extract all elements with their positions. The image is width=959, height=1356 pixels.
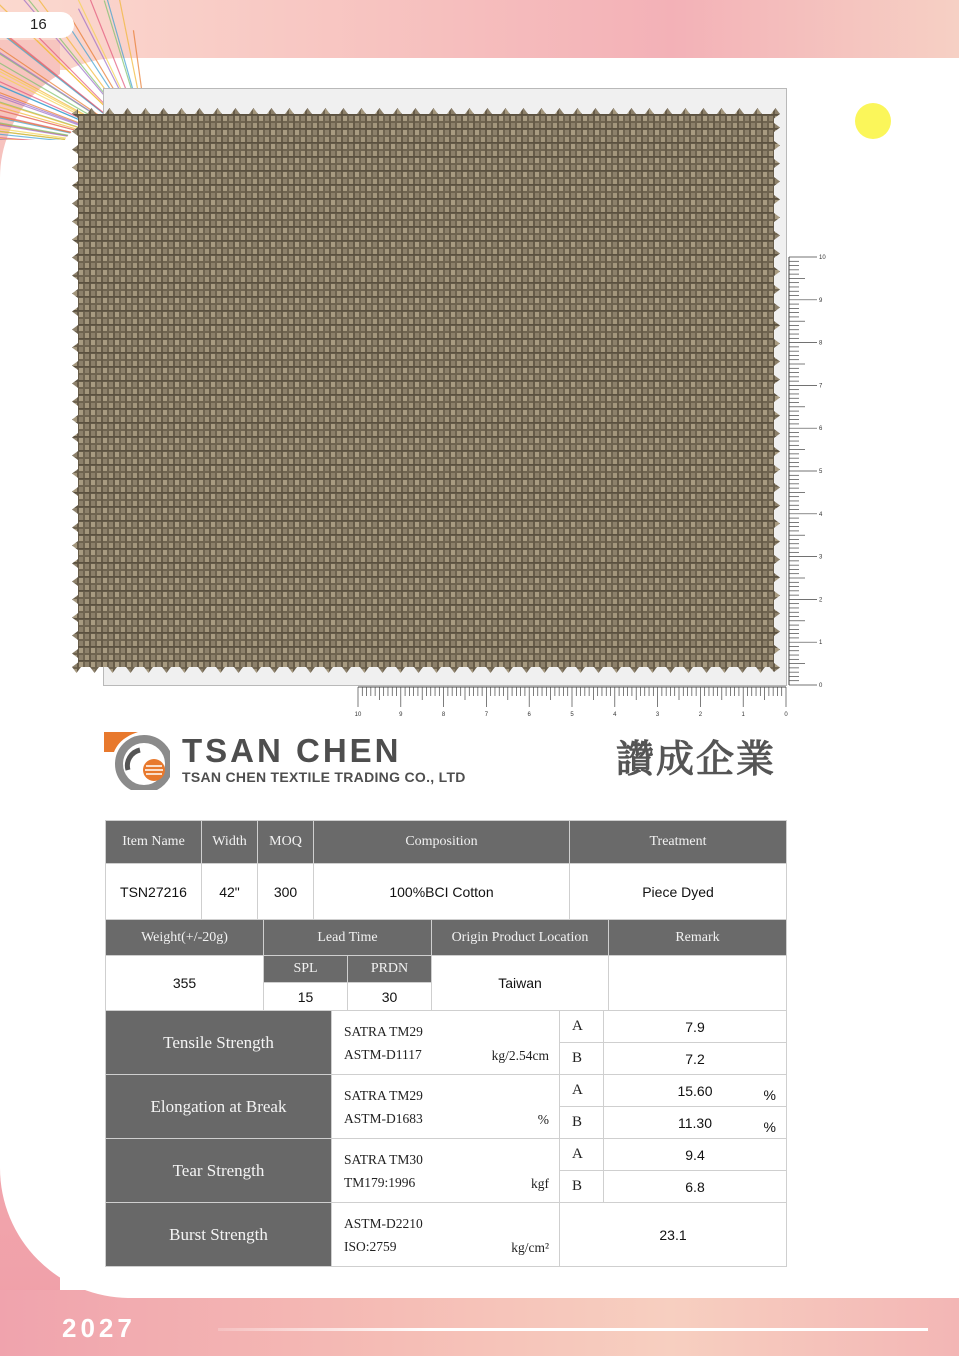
standard-line-1: SATRA TM30 (344, 1152, 423, 1167)
test-standard-elongation (332, 1075, 560, 1139)
test-name-tear: Tear Strength (106, 1139, 332, 1203)
direction-a: A (560, 1075, 604, 1107)
brand-chinese-name: 讚成企業 (616, 737, 777, 781)
value-text: 7.2 (685, 1050, 705, 1067)
tensile-b-value (604, 1043, 787, 1075)
brand-name: TSAN CHEN (182, 732, 402, 769)
test-standard-tensile (332, 1011, 560, 1075)
ruler-label: 8 (441, 712, 446, 718)
tear-b-value (604, 1171, 787, 1203)
burst-value: 23.1 (560, 1203, 787, 1267)
ruler-label: 2 (819, 597, 823, 604)
value-text: 9.4 (685, 1146, 705, 1163)
direction-b: B (560, 1043, 604, 1075)
composition-value: 100%BCI Cotton (314, 864, 570, 920)
test-standard-tear (332, 1139, 560, 1203)
standard-line-1: SATRA TM29 (344, 1024, 423, 1039)
tear-a-value (604, 1139, 787, 1171)
ruler-label: 6 (527, 712, 531, 718)
header-lead-time: Lead Time (264, 920, 432, 956)
ruler-label: 10 (819, 255, 826, 261)
ruler-label: 3 (819, 554, 823, 561)
spec-table-basic (105, 820, 787, 920)
prdn-value: 30 (348, 983, 432, 1011)
page-number: 16 (0, 12, 74, 38)
ruler-label: 10 (355, 712, 362, 718)
yellow-dot (855, 103, 891, 139)
header-treatment: Treatment (570, 821, 787, 864)
ruler-label: 8 (819, 340, 823, 347)
ruler-label: 0 (784, 712, 788, 718)
moq-value: 300 (258, 864, 314, 920)
header-origin: Origin Product Location (432, 920, 609, 956)
standard-line-2: ASTM-D1683 (344, 1111, 423, 1126)
value-text: 15.60 (677, 1082, 713, 1099)
ruler-label: 2 (698, 712, 703, 718)
standard-line-1: SATRA TM29 (344, 1088, 423, 1103)
ruler-label: 6 (819, 426, 823, 433)
remark-value (609, 956, 787, 1011)
elongation-a-value (604, 1075, 787, 1107)
standard-line-2: ISO:2759 (344, 1239, 397, 1254)
footer-line (218, 1328, 928, 1331)
header-weight: Weight(+/-20g) (106, 920, 264, 956)
elongation-b-value (604, 1107, 787, 1139)
ruler-label: 7 (819, 383, 823, 390)
header-width: Width (202, 821, 258, 864)
ruler-label: 1 (741, 712, 745, 718)
width-value: 42" (202, 864, 258, 920)
header-spl: SPL (264, 956, 348, 983)
standard-line-2: TM179:1996 (344, 1175, 416, 1190)
treatment-value: Piece Dyed (570, 864, 787, 920)
direction-b: B (560, 1107, 604, 1139)
header-remark: Remark (609, 920, 787, 956)
test-unit: % (537, 1112, 549, 1127)
year-text: 2027 (62, 1316, 136, 1340)
test-unit: kg/cm² (511, 1240, 549, 1255)
vertical-ruler (788, 250, 828, 690)
standard-line-2: ASTM-D1117 (344, 1047, 422, 1062)
horizontal-ruler (355, 686, 789, 718)
ruler-label: 5 (570, 712, 574, 718)
ruler-label: 1 (819, 640, 823, 647)
tensile-a-value (604, 1011, 787, 1043)
percent-unit: % (763, 1087, 776, 1103)
ruler-label: 9 (819, 297, 823, 304)
standard-line-1: ASTM-D2210 (344, 1216, 423, 1231)
ruler-label: 7 (484, 712, 489, 718)
test-name-elongation: Elongation at Break (106, 1075, 332, 1139)
spec-table-logistics (105, 919, 787, 1011)
test-name-tensile: Tensile Strength (106, 1011, 332, 1075)
ruler-label: 4 (613, 712, 617, 718)
tsan-chen-logo-icon (104, 730, 170, 790)
direction-a: A (560, 1139, 604, 1171)
header-prdn: PRDN (348, 956, 432, 983)
ruler-label: 9 (399, 712, 403, 718)
value-text: 6.8 (685, 1178, 705, 1195)
value-text: 11.30 (678, 1114, 712, 1131)
test-standard-burst (332, 1203, 560, 1267)
direction-a: A (560, 1011, 604, 1043)
year-logo (62, 1316, 192, 1340)
ruler-label: 3 (655, 712, 660, 718)
item-name-value: TSN27216 (106, 864, 202, 920)
test-unit: kg/2.54cm (491, 1048, 549, 1063)
ruler-label: 4 (819, 511, 823, 518)
percent-unit: % (763, 1119, 776, 1135)
ruler-label: 5 (819, 469, 823, 475)
brand-subtitle: TSAN CHEN TEXTILE TRADING CO., LTD (182, 769, 466, 785)
direction-b: B (560, 1171, 604, 1203)
origin-value: Taiwan (432, 956, 609, 1011)
value-text: 7.9 (685, 1018, 705, 1035)
spec-table-tests (105, 1010, 787, 1267)
header-moq: MOQ (258, 821, 314, 864)
fabric-swatch-image (72, 108, 780, 673)
spl-value: 15 (264, 983, 348, 1011)
header-composition: Composition (314, 821, 570, 864)
header-item-name: Item Name (106, 821, 202, 864)
weight-value: 355 (106, 956, 264, 1011)
ruler-label: 0 (819, 683, 823, 689)
test-name-burst: Burst Strength (106, 1203, 332, 1267)
test-unit: kgf (531, 1176, 549, 1191)
